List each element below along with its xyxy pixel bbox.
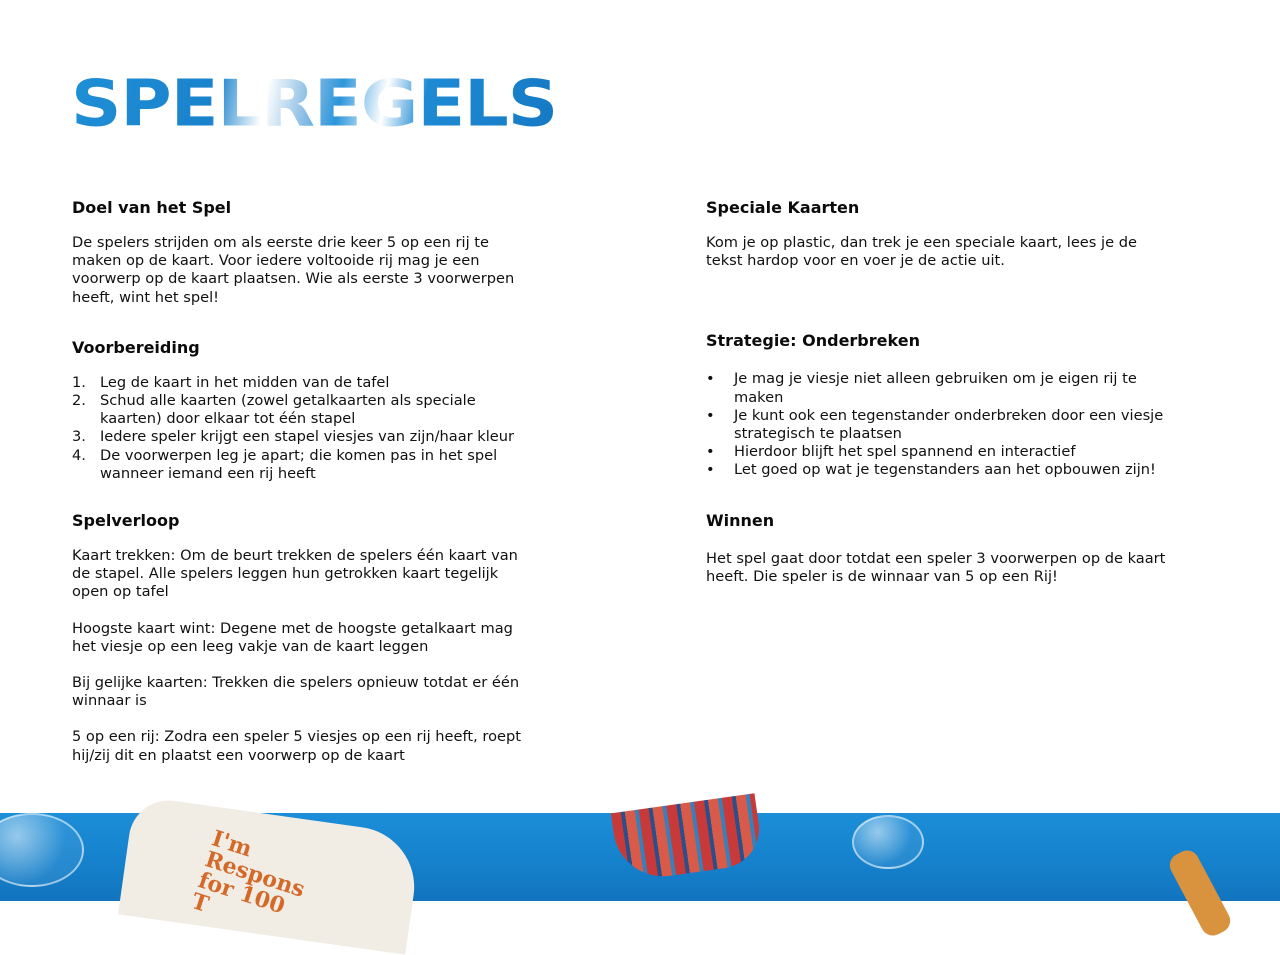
list-number: 2. [72, 392, 86, 410]
sock-icon [611, 793, 764, 882]
heading-doel: Doel van het Spel [72, 198, 232, 217]
list-item [72, 428, 522, 446]
list-item [706, 407, 1166, 443]
list-item-text: Iedere speler krijgt een stapel viesjes van zijn/haar kleur [100, 428, 515, 446]
heading-strategie: Strategie: Onderbreken [706, 331, 920, 351]
spelverloop-paragraph: Hoogste kaart wint: Degene met de hoogste getalkaart mag het viesje op een leeg vakje van de kaart leggen [72, 619, 513, 655]
list-item-text: Let goed op wat je tegenstanders aan het opbouwen zijn! [734, 461, 1156, 479]
heading-winnen: Winnen [706, 510, 775, 530]
list-item [706, 461, 1166, 479]
bullet-icon: • [706, 461, 715, 479]
list-item-text: Je mag je viesje niet alleen gebruiken om je eigen rij te maken [734, 370, 1137, 406]
bullet-icon: • [706, 443, 715, 461]
list-item-text: Hierdoor blijft het spel spannend en interactief [734, 443, 1076, 461]
list-item [72, 392, 522, 428]
heading-speciale-kaarten: Speciale Kaarten [706, 198, 860, 217]
list-item-text: Schud alle kaarten (zowel getalkaarten als speciale kaarten) door elkaar tot één stapel [100, 392, 476, 428]
text-speciale-kaarten: Kom je op plastic, dan trek je een speciale kaart, lees je de tekst hardop voor en voer je de actie uit. [706, 234, 1137, 270]
bullet-icon: • [706, 370, 715, 388]
cigarette-butt-icon [1166, 846, 1235, 940]
list-item-text: De voorwerpen leg je apart; die komen pas in het spel wanneer iemand een rij heeft [100, 446, 498, 482]
list-number: 3. [72, 428, 86, 446]
bubble-icon [0, 813, 84, 887]
list-number: 1. [72, 373, 86, 391]
heading-voorbereiding: Voorbereiding [72, 337, 200, 357]
list-item [72, 374, 522, 392]
list-item-text: Je kunt ook een tegenstander onderbreken door een viesje strategisch te plaatsen [734, 406, 1164, 443]
bottom-banner-image [0, 813, 1280, 920]
right-column [706, 197, 1166, 586]
list-number: 4. [72, 446, 86, 464]
list-item [706, 370, 1166, 406]
list-item-text: Leg de kaart in het midden van de tafel [100, 373, 390, 391]
left-column [72, 197, 522, 765]
voorbereiding-list [72, 374, 522, 483]
spelverloop-paragraph: Kaart trekken: Om de beurt trekken de spelers één kaart van de stapel. Alle spelers leggen hun getrokken kaart tegelijk open op tafel [72, 547, 518, 601]
text-winnen: Het spel gaat door totdat een speler 3 voorwerpen op de kaart heeft. Die speler is de winnaar van 5 op een Rij! [706, 549, 1166, 585]
strategie-list [706, 370, 1166, 479]
spelverloop-paragraph: 5 op een rij: Zodra een speler 5 viesjes op een rij heeft, roept hij/zij dit en plaatst een voorwerp op de kaart [72, 728, 521, 764]
list-item [706, 443, 1166, 461]
bubble-icon [852, 815, 924, 869]
bag-print-text: I'm Respons for 100 T [188, 825, 309, 920]
heading-spelverloop: Spelverloop [72, 511, 180, 531]
spelverloop-paragraph: Bij gelijke kaarten: Trekken die spelers opnieuw totdat er één winnaar is [72, 674, 520, 710]
list-item [72, 447, 522, 483]
text-doel: De spelers strijden om als eerste drie keer 5 op een rij te maken op de kaart. Voor iedere voltooide rij mag je een voorwerp op de kaart plaatsen. Wie als eerste 3 voorwerpen heeft, wint het spel! [72, 234, 515, 306]
bullet-icon: • [706, 406, 715, 424]
page-title: SPELREGELS [71, 65, 558, 142]
